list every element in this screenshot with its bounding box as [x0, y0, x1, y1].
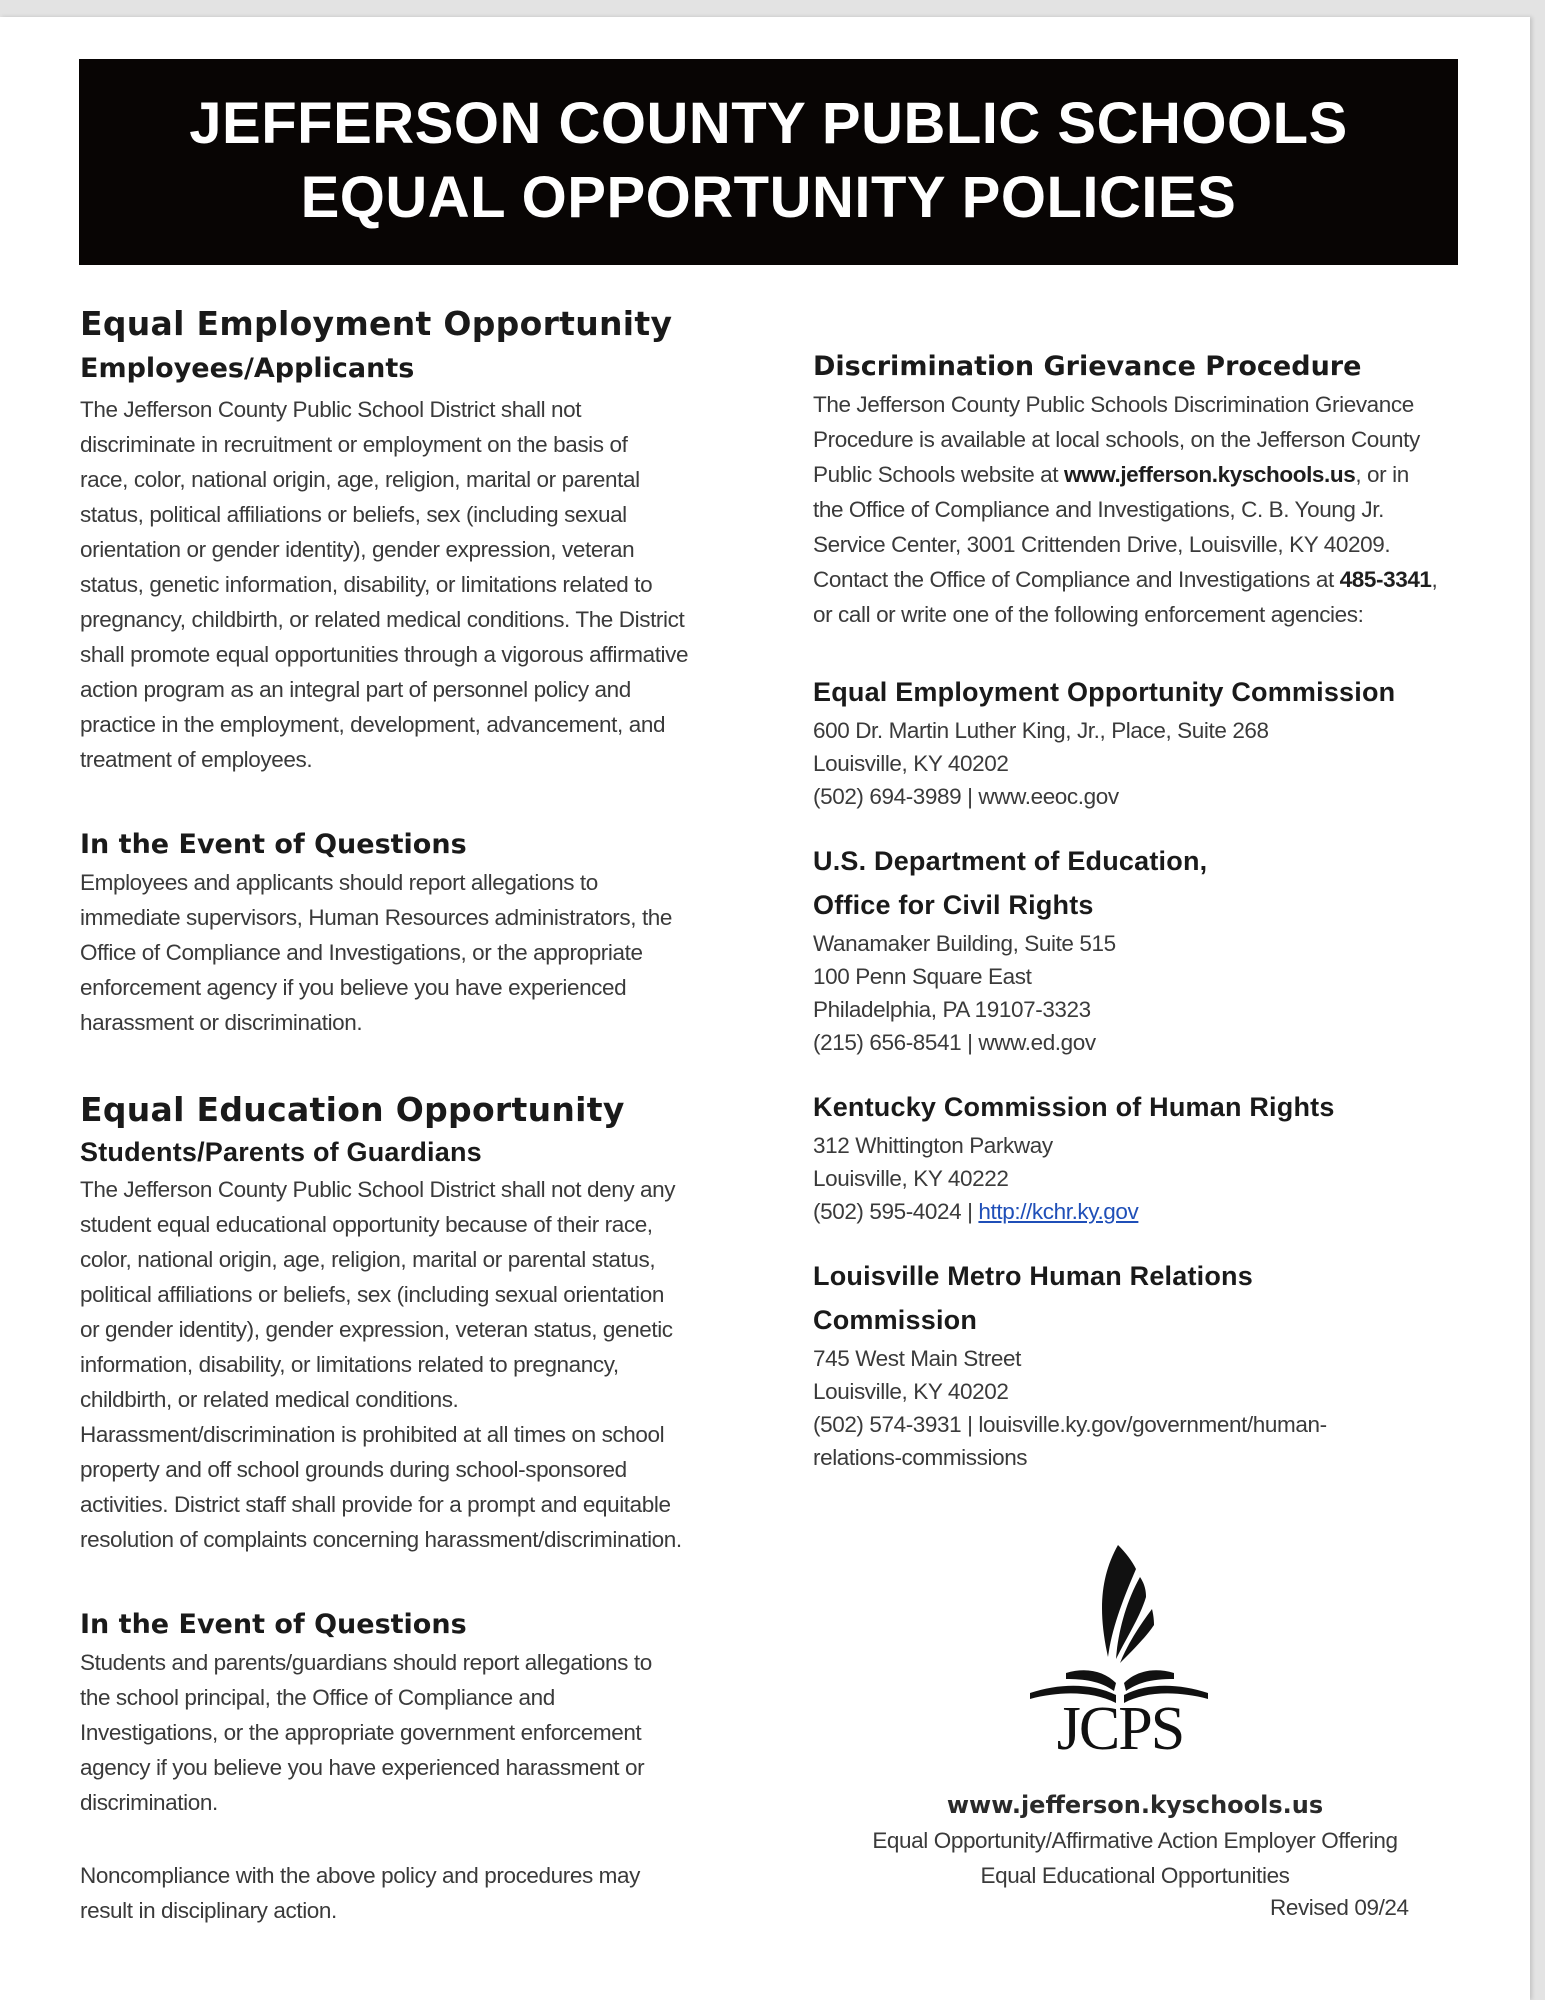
employment-policy-line: orientation or gender identity), gender expression, veteran [80, 537, 635, 562]
grievance-text-fragment: Public Schools website at [813, 462, 1064, 487]
employment-policy-line: practice in the employment, development, advancement, and [80, 712, 666, 737]
noncompliance-line: Noncompliance with the above policy and procedures may [80, 1863, 640, 1888]
employment-policy-line: status, genetic information, disability, or limitations related to [80, 572, 653, 597]
employment-questions-line: harassment or discrimination. [80, 1010, 363, 1035]
agency-address-line: 312 Whittington Parkway [813, 1133, 1053, 1158]
employment-policy-line: shall promote equal opportunities through a vigorous affirmative [80, 642, 689, 667]
agency-address-line: Louisville, KY 40222 [813, 1166, 1009, 1191]
agency-entry [813, 670, 1473, 813]
enforcement-agency-list [813, 670, 1473, 1474]
education-questions-heading: In the Event of Questions [80, 1609, 467, 1640]
agency-address-line: 600 Dr. Martin Luther King, Jr., Place, Suite 268 [813, 718, 1269, 743]
agency-name: Equal Employment Opportunity Commission [813, 677, 1396, 707]
agency-address [813, 927, 1473, 1059]
agency-phone: (215) 656-8541 [813, 1030, 962, 1055]
agency-website-link[interactable]: http://kchr.ky.gov [978, 1199, 1139, 1224]
agency-address [813, 714, 1473, 813]
agency-contact-line [813, 1026, 1473, 1059]
agency-website-link[interactable]: www.ed.gov [978, 1030, 1096, 1055]
agency-website-link[interactable]: www.eeoc.gov [978, 784, 1119, 809]
separator: | [961, 1030, 979, 1055]
grievance-text-fragment: , or in [1355, 462, 1409, 487]
grievance-heading: Discrimination Grievance Procedure [813, 351, 1362, 382]
agency-contact-line [813, 1195, 1473, 1228]
compliance-phone-number: 485-3341 [1339, 567, 1432, 592]
employment-heading: Equal Employment Opportunity [80, 304, 673, 343]
grievance-line: Service Center, 3001 Crittenden Drive, Louisville, KY 40209. [813, 532, 1391, 557]
agency-name: Kentucky Commission of Human Rights [813, 1092, 1335, 1122]
agency-name: Louisville Metro Human Relations [813, 1261, 1253, 1291]
grievance-line: The Jefferson County Public Schools Discrimination Grievance [813, 392, 1414, 417]
agency-address-line: Louisville, KY 40202 [813, 751, 1009, 776]
grievance-text-fragment: Contact the Office of Compliance and Investigations at [813, 567, 1340, 592]
education-policy-line: or gender identity), gender expression, veteran status, genetic [80, 1317, 673, 1342]
agency-name: U.S. Department of Education, [813, 846, 1208, 876]
noncompliance-text [80, 1858, 730, 1928]
employment-questions-line: enforcement agency if you believe you have experienced [80, 975, 627, 1000]
education-heading: Equal Education Opportunity [80, 1090, 625, 1129]
agency-address [813, 1129, 1473, 1228]
right-column [813, 347, 1473, 1500]
agency-contact-line [813, 780, 1473, 813]
grievance-line: or call or write one of the following enforcement agencies: [813, 602, 1364, 627]
education-questions-line: Students and parents/guardians should report allegations to [80, 1650, 652, 1675]
agency-website-link[interactable]: louisville.ky.gov/government/human- [978, 1412, 1327, 1437]
employment-questions-text [80, 865, 730, 1040]
education-policy-line: Harassment/discrimination is prohibited at all times on school [80, 1422, 665, 1447]
agency-phone: (502) 574-3931 [813, 1412, 962, 1437]
education-policy-line: student equal educational opportunity because of their race, [80, 1212, 653, 1237]
agency-address-line: 745 West Main Street [813, 1346, 1021, 1371]
employment-policy-line: status, political affiliations or beliefs, sex (including sexual [80, 502, 627, 527]
footer-tagline-2: Equal Educational Opportunities [980, 1863, 1290, 1888]
grievance-text [813, 387, 1473, 632]
education-policy-line: color, national origin, age, religion, marital or parental status, [80, 1247, 656, 1272]
document-page [0, 17, 1530, 2000]
separator: | [961, 1412, 979, 1437]
flame-over-open-book-icon [1000, 1517, 1240, 1757]
agency-name: Office for Civil Rights [813, 890, 1094, 920]
agency-website-link-continued[interactable]: relations-commissions [813, 1445, 1028, 1470]
grievance-text-fragment: , [1431, 567, 1438, 592]
employment-questions-line: Office of Compliance and Investigations, or the appropriate [80, 940, 643, 965]
education-questions-line: Investigations, or the appropriate government enforcement [80, 1720, 642, 1745]
education-questions-line: discrimination. [80, 1790, 218, 1815]
grievance-line [813, 562, 1473, 597]
employment-policy-line: treatment of employees. [80, 747, 313, 772]
left-column [80, 302, 730, 1928]
agency-address-line: Wanamaker Building, Suite 515 [813, 931, 1116, 956]
employment-policy-text [80, 392, 730, 777]
agency-address-line: Philadelphia, PA 19107-3323 [813, 997, 1091, 1022]
employment-policy-line: pregnancy, childbirth, or related medical conditions. The District [80, 607, 685, 632]
employment-policy-line: The Jefferson County Public School District shall not [80, 397, 582, 422]
employment-questions-line: immediate supervisors, Human Resources administrators, the [80, 905, 673, 930]
agency-address-line: Louisville, KY 40202 [813, 1379, 1009, 1404]
employment-policy-line: race, color, national origin, age, religion, marital or parental [80, 467, 640, 492]
employment-questions-line: Employees and applicants should report allegations to [80, 870, 598, 895]
banner-title-line-1: JEFFERSON COUNTY PUBLIC SCHOOLS [189, 91, 1348, 156]
education-questions-line: agency if you believe you have experienced harassment or [80, 1755, 645, 1780]
education-policy-line: information, disability, or limitations related to pregnancy, [80, 1352, 619, 1377]
education-questions-line: the school principal, the Office of Compliance and [80, 1685, 555, 1710]
agency-entry [813, 1254, 1473, 1474]
education-policy-line: political affiliations or beliefs, sex (including sexual orientation [80, 1282, 664, 1307]
title-banner [79, 59, 1458, 265]
banner-title-line-2: EQUAL OPPORTUNITY POLICIES [300, 165, 1237, 230]
grievance-line: Procedure is available at local schools, on the Jefferson County [813, 427, 1420, 452]
employment-policy-line: discriminate in recruitment or employment on the basis of [80, 432, 628, 457]
education-policy-text [80, 1172, 730, 1557]
education-policy-line: resolution of complaints concerning harassment/discrimination. [80, 1527, 682, 1552]
district-website-link[interactable]: www.jefferson.kyschools.us [1064, 462, 1356, 487]
employment-questions-heading: In the Event of Questions [80, 829, 467, 860]
footer [820, 1787, 1450, 1893]
revised-date: Revised 09/24 [1270, 1895, 1409, 1920]
footer-tagline-1: Equal Opportunity/Affirmative Action Employer Offering [872, 1828, 1398, 1853]
grievance-line [813, 457, 1473, 492]
separator: | [961, 784, 979, 809]
agency-entry [813, 1085, 1473, 1228]
employment-subheading: Employees/Applicants [80, 353, 415, 384]
education-policy-line: The Jefferson County Public School District shall not deny any [80, 1177, 676, 1202]
education-policy-line: childbirth, or related medical conditions. [80, 1387, 459, 1412]
education-policy-line: property and off school grounds during school-sponsored [80, 1457, 627, 1482]
employment-policy-line: action program as an integral part of personnel policy and [80, 677, 631, 702]
agency-phone: (502) 595-4024 [813, 1199, 962, 1224]
separator: | [961, 1199, 979, 1224]
grievance-line: the Office of Compliance and Investigations, C. B. Young Jr. [813, 497, 1384, 522]
agency-phone: (502) 694-3989 [813, 784, 962, 809]
education-subheading: Students/Parents of Guardians [80, 1137, 482, 1167]
noncompliance-line: result in disciplinary action. [80, 1898, 337, 1923]
education-policy-line: activities. District staff shall provide for a prompt and equitable [80, 1492, 671, 1517]
agency-name: Commission [813, 1305, 978, 1335]
education-questions-text [80, 1645, 730, 1820]
logo-text: JCPS [1056, 1695, 1184, 1757]
agency-address [813, 1342, 1473, 1474]
agency-address-line: 100 Penn Square East [813, 964, 1032, 989]
footer-website-link[interactable]: www.jefferson.kyschools.us [946, 1791, 1324, 1819]
agency-contact-line [813, 1408, 1473, 1441]
agency-entry [813, 839, 1473, 1059]
jcps-logo [1000, 1517, 1240, 1757]
